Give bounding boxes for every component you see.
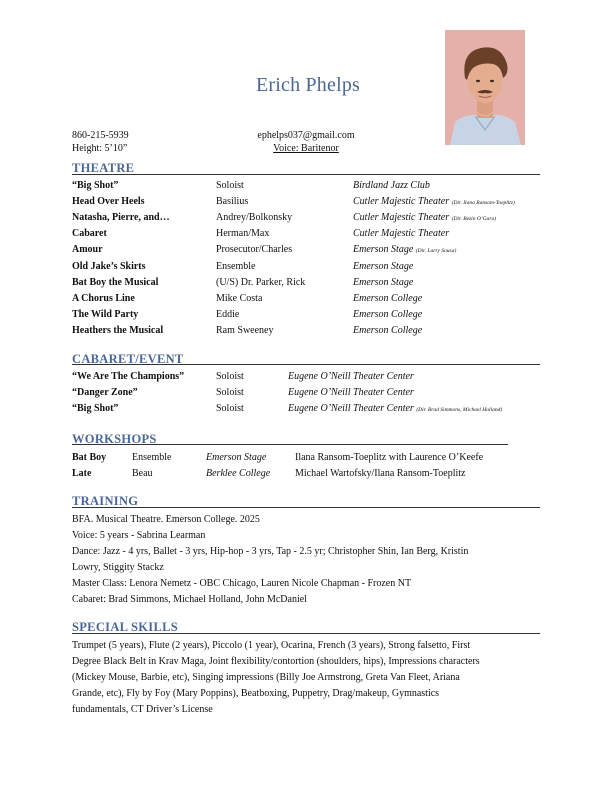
role-name: Soloist [216, 387, 244, 398]
director-credit: (Dir. Larry Sousa) [415, 248, 457, 255]
director-credit: (Dir. Bezin O’Gara) [451, 216, 497, 223]
section-divider [72, 633, 540, 634]
show-title: “Big Shot” [72, 180, 119, 191]
skills-details [72, 638, 542, 718]
section-divider [72, 364, 540, 365]
role-name: Eddie [216, 308, 240, 320]
section-divider [72, 507, 540, 508]
venue-name: Cutler Majestic Theater [353, 196, 450, 208]
venue-cell [206, 468, 270, 479]
venue-cell [353, 277, 413, 288]
section-title-theatre: THEATRE [72, 161, 135, 175]
role-name: Mike Costa [216, 292, 263, 304]
venue-cell [353, 325, 422, 336]
contact-center [254, 129, 358, 155]
role-name: Soloist [216, 403, 244, 414]
role-name: Soloist [216, 371, 244, 382]
role-name: Soloist [216, 180, 244, 191]
skills-line: Grande, etc), Fly by Foy (Mary Poppins), Beatboxing, Puppetry, Drag/makeup, Gymnastics [72, 688, 440, 699]
venue-name: Emerson Stage [353, 260, 414, 272]
venue-cell [353, 212, 496, 223]
show-title: Late [72, 468, 92, 479]
role-name: Ensemble [216, 260, 256, 272]
venue-cell [353, 228, 449, 239]
headshot-image [445, 30, 525, 145]
phone-number: 860-215-5939 [72, 130, 129, 141]
section-divider [72, 174, 540, 175]
venue-cell [353, 196, 515, 207]
venue-cell [288, 403, 502, 414]
show-title: Old Jake’s Skirts [72, 260, 146, 272]
director-credit: (Dir. Ilana Ransom-Toeplitz) [451, 200, 515, 207]
venue-name: Birdland Jazz Club [353, 180, 430, 191]
venue-cell [288, 371, 414, 382]
venue-name: Cutler Majestic Theater [353, 212, 450, 224]
skills-line: Trumpet (5 years), Flute (2 years), Piccolo (1 year), Ocarina, French (3 years), Strong falsetto, First [72, 640, 471, 651]
venue-cell [206, 452, 266, 463]
venue-cell [353, 180, 430, 191]
venue-name: Emerson Stage [206, 452, 267, 463]
skills-line: Degree Black Belt in Krav Maga, Joint flexibility/contortion (shoulders, hips), Impressions characters [72, 656, 480, 667]
headshot-photo [445, 30, 525, 145]
role-name: Ensemble [132, 452, 172, 463]
contact-left [72, 129, 129, 155]
show-title: A Chorus Line [72, 292, 135, 304]
show-title: The Wild Party [72, 308, 139, 320]
email-address: ephelps037@gmail.com [257, 130, 355, 141]
voice-type: Voice: Baritenor [273, 143, 339, 154]
skills-line: (Mickey Mouse, Barbie, etc), Singing impressions (Billy Joe Armstrong, Greta Van Fleet, Ariana [72, 672, 460, 683]
page-title: Erich Phelps [255, 74, 361, 96]
training-line: Master Class: Lenora Nemetz - OBC Chicago, Lauren Nicole Chapman - Frozen NT [72, 578, 412, 589]
venue-name: Emerson College [353, 308, 423, 320]
skills-line: fundamentals, CT Driver’s License [72, 704, 213, 715]
show-title: Bat Boy [72, 452, 107, 463]
collaborators: Michael Wartofsky/Ilana Ransom-Toeplitz [295, 468, 466, 479]
section-title-cabaret: CABARET/EVENT [72, 352, 184, 366]
role-name: (U/S) Dr. Parker, Rick [216, 276, 306, 288]
section-divider [72, 444, 508, 445]
training-line: BFA. Musical Theatre. Emerson College. 2025 [72, 514, 260, 525]
training-line: Dance: Jazz - 4 yrs, Ballet - 3 yrs, Hip-hop - 3 yrs, Tap - 2.5 yr; Christopher Shin, Ian Berg, Kristin [72, 546, 469, 557]
venue-cell [288, 387, 414, 398]
venue-cell [353, 309, 422, 320]
director-credit: (Dir. Brad Simmons, Michael Holland) [416, 407, 503, 413]
section-title-workshops: WORKSHOPS [72, 432, 157, 446]
venue-name: Emerson College [353, 324, 423, 336]
training-details [72, 512, 542, 608]
role-name: Prosecutor/Charles [216, 244, 293, 256]
show-title: Amour [72, 244, 103, 256]
venue-name: Berklee College [206, 468, 271, 479]
venue-name: Emerson Stage [353, 244, 414, 256]
training-line: Lowry, Stiggity Stackz [72, 562, 164, 573]
venue-name: Cutler Majestic Theater [353, 228, 450, 240]
venue-name: Eugene O’Neill Theater Center [288, 371, 414, 382]
section-title-skills: SPECIAL SKILLS [72, 620, 178, 634]
section-title-training: TRAINING [72, 494, 139, 508]
show-title: “Danger Zone” [72, 387, 138, 398]
venue-name: Emerson College [353, 292, 423, 304]
role-name: Herman/Max [216, 228, 270, 240]
show-title: Natasha, Pierre, and… [72, 212, 170, 224]
venue-cell [353, 244, 456, 255]
venue-name: Eugene O’Neill Theater Center [288, 387, 414, 398]
show-title: “Big Shot” [72, 403, 119, 414]
role-name: Basilius [216, 196, 249, 208]
role-name: Ram Sweeney [216, 324, 274, 336]
role-name: Andrey/Bolkonsky [216, 212, 293, 224]
role-name: Beau [132, 468, 153, 479]
show-title: Cabaret [72, 228, 107, 240]
show-title: “We Are The Champions” [72, 371, 185, 382]
collaborators: Ilana Ransom-Toeplitz with Laurence O’Keefe [295, 452, 484, 463]
height-info: Height: 5’10” [72, 143, 128, 154]
show-title: Heathers the Musical [72, 324, 164, 336]
venue-cell [353, 293, 422, 304]
training-line: Voice: 5 years - Sabrina Learman [72, 530, 206, 541]
venue-cell [353, 261, 413, 272]
venue-name: Emerson Stage [353, 276, 414, 288]
show-title: Bat Boy the Musical [72, 276, 159, 288]
show-title: Head Over Heels [72, 196, 145, 208]
training-line: Cabaret: Brad Simmons, Michael Holland, John McDaniel [72, 594, 307, 605]
venue-name: Eugene O’Neill Theater Center [288, 403, 414, 414]
